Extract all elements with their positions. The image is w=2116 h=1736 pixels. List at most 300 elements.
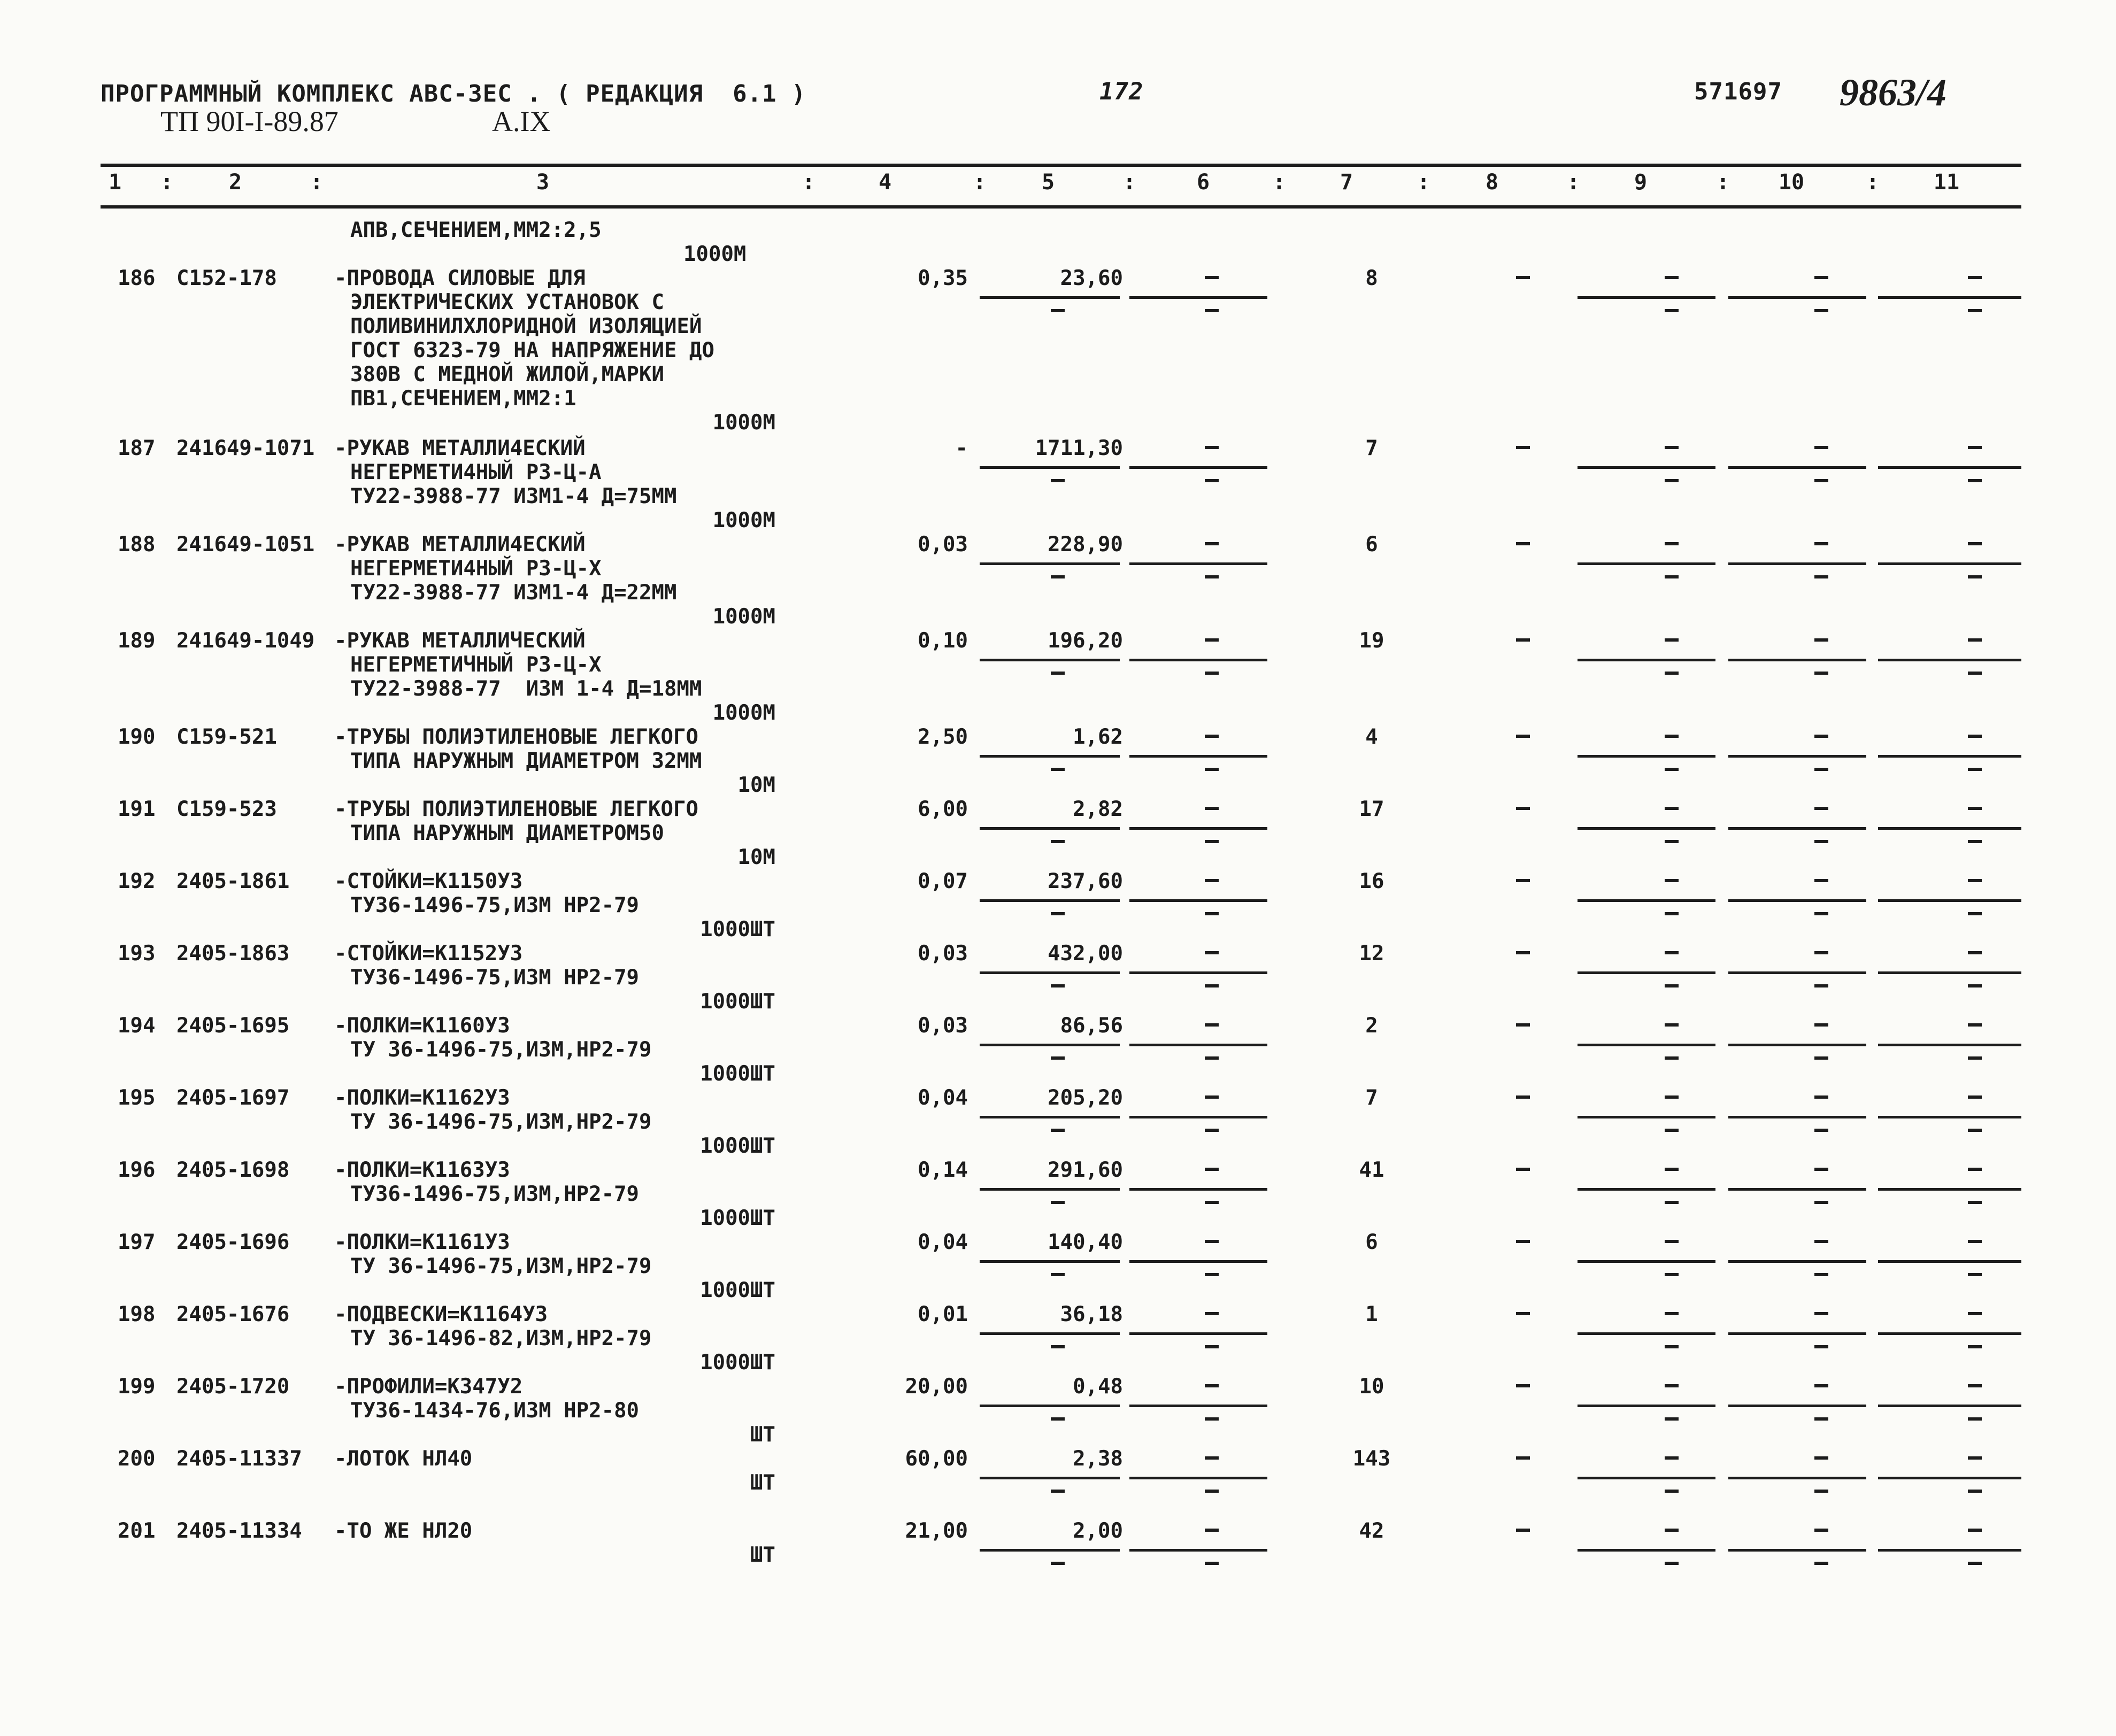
dash-mark [1205,1312,1219,1315]
dash-mark [1665,1384,1679,1387]
dash-mark [1968,1023,1982,1027]
dash-mark [1814,1384,1828,1387]
col11-underline [1878,1116,2021,1118]
document-code: 571697 [1694,78,1782,105]
resource-code: 2405-1861 [176,869,290,893]
item-description: -ТО ЖЕ НЛ20 [334,1519,473,1543]
dash-mark [1516,1240,1530,1243]
dash-mark [1051,768,1065,771]
dash-mark [1968,1129,1982,1132]
dash-mark [1051,840,1065,843]
col11-underline [1878,1405,2021,1407]
col6-underline [1129,755,1267,758]
col5-value: 1711,30 [1035,436,1123,460]
item-unit: ШТ [750,1471,775,1495]
dash-mark [1665,309,1679,312]
item-description: -СТОЙКИ=К1150У3 [334,869,523,893]
dash-mark [1205,879,1219,882]
item-description: 380В С МЕДНОЙ ЖИЛОЙ,МАРКИ [350,362,664,387]
col9-underline [1578,466,1715,469]
col11-underline [1878,899,2021,902]
col4-value: 0,14 [918,1158,968,1182]
dash-mark [1205,446,1219,449]
dash-mark [1205,768,1219,771]
dash-mark [1814,984,1828,987]
dash-mark [1814,1095,1828,1099]
dash-mark [1814,1129,1828,1132]
resource-code: 241649-1071 [176,436,315,460]
col10-underline [1728,1332,1866,1335]
dash-mark [1205,1490,1219,1493]
col5-value: 2,82 [1073,797,1123,821]
col5-underline [980,899,1120,902]
dash-mark [1665,1490,1679,1493]
col6-underline [1129,1260,1267,1263]
dash-mark [1665,1345,1679,1348]
dash-mark [1205,1384,1219,1387]
col5-underline [980,562,1120,565]
item-description: -ПРОВОДА СИЛОВЫЕ ДЛЯ [334,266,586,290]
dash-mark [1968,479,1982,482]
col4-value: 0,07 [918,869,968,893]
dash-mark [1051,1417,1065,1421]
col6-underline [1129,899,1267,902]
dash-mark [1814,638,1828,642]
dash-mark [1814,575,1828,578]
col11-underline [1878,296,2021,299]
dash-mark [1051,1129,1065,1132]
item-description: -ПОЛКИ=К1163У3 [334,1158,510,1182]
item-unit: 10М [737,845,775,869]
column-number: 10 [1778,170,1805,195]
dash-mark [1968,807,1982,810]
col9-underline [1578,1044,1715,1046]
col5-underline [980,1549,1120,1552]
col5-underline [980,1188,1120,1191]
item-description: ЭЛЕКТРИЧЕСКИХ УСТАНОВОК С [350,290,664,314]
column-number: 1 [108,170,122,195]
dash-mark [1205,735,1219,738]
item-unit: 1000ШТ [700,917,775,942]
col4-value: 0,03 [918,533,968,557]
column-separator: : [973,170,987,195]
item-description: ТИПА НАРУЖНЫМ ДИАМЕТРОМ50 [350,821,664,845]
dash-mark [1051,1273,1065,1276]
dash-mark [1051,309,1065,312]
column-separator: : [802,170,815,195]
dash-mark [1814,879,1828,882]
dash-mark [1665,1456,1679,1460]
col5-underline [980,466,1120,469]
col5-value: 23,60 [1060,266,1123,290]
col11-underline [1878,1188,2021,1191]
dash-mark [1205,1273,1219,1276]
resource-code: 2405-1697 [176,1086,290,1110]
dash-mark [1968,912,1982,915]
item-unit: 1000ШТ [700,1134,775,1158]
dash-mark [1814,1345,1828,1348]
col10-underline [1728,899,1866,902]
dash-mark [1814,542,1828,545]
item-description: НЕГЕРМЕТИ4НЫЙ РЗ-Ц-А [350,460,602,484]
col5-value: 1,62 [1073,725,1123,749]
dash-mark [1814,912,1828,915]
dash-mark [1814,1490,1828,1493]
item-description: ПОЛИВИНИЛХЛОРИДНОЙ ИЗОЛЯЦИЕЙ [350,314,702,338]
col5-value: 140,40 [1048,1230,1123,1254]
column-separator: : [1123,170,1136,195]
resource-code: 2405-1720 [176,1375,290,1399]
dash-mark [1814,1273,1828,1276]
row-number: 191 [118,797,156,821]
item-unit: ШТ [750,1543,775,1567]
col7-value: 42 [1359,1519,1384,1543]
dash-mark [1665,1201,1679,1204]
dash-mark [1968,1201,1982,1204]
header-bottom-rule [101,205,2021,209]
item-description: ТУ22-3988-77 ИЗМ1-4 Д=75ММ [350,484,677,508]
col4-value: 0,35 [918,266,968,290]
col10-underline [1728,1260,1866,1263]
dash-mark [1665,446,1679,449]
item-description: ТУ36-1496-75,ИЗМ,НР2-79 [350,1182,640,1206]
row-number: 200 [118,1447,156,1471]
col4-value: 21,00 [905,1519,968,1543]
resource-code: 2405-1676 [176,1302,290,1326]
dash-mark [1665,542,1679,545]
dash-mark [1968,276,1982,279]
dash-mark [1516,542,1530,545]
col11-underline [1878,562,2021,565]
dash-mark [1051,479,1065,482]
col10-underline [1728,1405,1866,1407]
dash-mark [1205,672,1219,675]
item-description: -РУКАВ МЕТАЛЛИ4ЕСКИЙ [334,533,586,557]
col11-underline [1878,1044,2021,1046]
dash-mark [1665,1529,1679,1532]
col10-underline [1728,1549,1866,1552]
col11-underline [1878,1260,2021,1263]
col10-underline [1728,1477,1866,1479]
dash-mark [1814,1023,1828,1027]
col7-value: 4 [1365,725,1378,749]
page-number: 172 [1099,78,1144,105]
dash-mark [1051,984,1065,987]
dash-mark [1968,1095,1982,1099]
item-description: ТУ 36-1496-75,ИЗМ,НР2-79 [350,1254,652,1278]
dash-mark [1516,1095,1530,1099]
column-separator: : [1417,170,1430,195]
col5-value: 86,56 [1060,1014,1123,1038]
dash-mark [1814,1529,1828,1532]
dash-mark [1665,1095,1679,1099]
column-number: 11 [1933,170,1960,195]
col9-underline [1578,1188,1715,1191]
col5-value: 2,00 [1073,1519,1123,1543]
dash-mark [1665,1417,1679,1421]
dash-mark [1968,1056,1982,1060]
dash-mark [1665,840,1679,843]
dash-mark [1051,912,1065,915]
item-description: ГОСТ 6323-79 НА НАПРЯЖЕНИЕ ДО [350,338,714,362]
col7-value: 16 [1359,869,1384,893]
col5-value: 291,60 [1048,1158,1123,1182]
row-number: 196 [118,1158,156,1182]
dash-mark [1516,1168,1530,1171]
resource-code: 2405-1695 [176,1014,290,1038]
dash-mark [1516,951,1530,954]
dash-mark [1516,879,1530,882]
col11-underline [1878,755,2021,758]
row-number: 199 [118,1375,156,1399]
col6-underline [1129,1332,1267,1335]
col5-underline [980,971,1120,974]
dash-mark [1968,1529,1982,1532]
dash-mark [1814,1240,1828,1243]
dash-mark [1814,768,1828,771]
col7-value: 12 [1359,942,1384,966]
col6-underline [1129,1044,1267,1046]
item-description: -РУКАВ МЕТАЛЛИ4ЕСКИЙ [334,436,586,460]
row-number: 201 [118,1519,156,1543]
dash-mark [1516,446,1530,449]
col6-underline [1129,1405,1267,1407]
col11-underline [1878,827,2021,830]
dash-mark [1968,1417,1982,1421]
dash-mark [1516,1023,1530,1027]
dash-mark [1051,672,1065,675]
dash-mark [1968,984,1982,987]
col10-underline [1728,971,1866,974]
dash-mark [1205,1345,1219,1348]
dash-mark [1968,735,1982,738]
dash-mark [1814,1562,1828,1565]
item-description: -СТОЙКИ=К1152У3 [334,942,523,966]
dash-mark [1205,638,1219,642]
item-unit: 1000М [712,701,775,725]
item-description: ТУ 36-1496-82,ИЗМ,НР2-79 [350,1326,652,1351]
dash-mark [1205,912,1219,915]
item-description: ТУ22-3988-77 ИЗМ 1-4 Д=18ММ [350,677,702,701]
col5-underline [980,827,1120,830]
column-separator: : [160,170,174,195]
col6-underline [1129,659,1267,661]
col4-value: 0,03 [918,1014,968,1038]
project-code: ТП 90I-I-89.87 [160,105,338,137]
dash-mark [1205,1129,1219,1132]
item-description: ТИПА НАРУЖНЫМ ДИАМЕТРОМ 32ММ [350,749,702,773]
col4-value: 20,00 [905,1375,968,1399]
row-number: 192 [118,869,156,893]
dash-mark [1968,951,1982,954]
dash-mark [1814,951,1828,954]
col10-underline [1728,659,1866,661]
col4-value: 0,01 [918,1302,968,1326]
col5-value: 228,90 [1048,533,1123,557]
dash-mark [1665,672,1679,675]
column-number: 5 [1041,170,1055,195]
dash-mark [1516,1456,1530,1460]
col7-value: 1 [1365,1302,1378,1326]
col5-underline [980,1405,1120,1407]
col5-value: 196,20 [1048,629,1123,653]
col7-value: 7 [1365,436,1378,460]
col9-underline [1578,1332,1715,1335]
col9-underline [1578,1549,1715,1552]
col5-underline [980,1332,1120,1335]
item-description: -ПОЛКИ=К1160У3 [334,1014,510,1038]
item-description: ТУ36-1496-75,ИЗМ НР2-79 [350,893,640,917]
col6-underline [1129,971,1267,974]
column-number: 8 [1485,170,1499,195]
col4-value: 0,10 [918,629,968,653]
item-description: -ТРУБЫ ПОЛИЭТИЛЕНОВЫЕ ЛЕГКОГО [334,797,698,821]
col7-value: 41 [1359,1158,1384,1182]
item-unit: 1000ШТ [700,1062,775,1086]
col10-underline [1728,466,1866,469]
dash-mark [1051,1490,1065,1493]
col7-value: 143 [1352,1447,1391,1471]
resource-code: 241649-1051 [176,533,315,557]
dash-mark [1516,807,1530,810]
item-description: -ТРУБЫ ПОЛИЭТИЛЕНОВЫЕ ЛЕГКОГО [334,725,698,749]
row-number: 195 [118,1086,156,1110]
program-title: ПРОГРАММНЫЙ КОМПЛЕКС АВС-ЗЕС . ( РЕДАКЦИЯ 6.1 ) [101,80,806,107]
item-unit: ШТ [750,1423,775,1447]
col11-underline [1878,1332,2021,1335]
dash-mark [1814,276,1828,279]
col9-underline [1578,827,1715,830]
col4-value: 60,00 [905,1447,968,1471]
dash-mark [1205,951,1219,954]
item-description: -ЛОТОК НЛ40 [334,1447,473,1471]
dash-mark [1205,1056,1219,1060]
col5-underline [980,1116,1120,1118]
col11-underline [1878,659,2021,661]
column-number: 3 [536,170,550,195]
col5-value: 432,00 [1048,942,1123,966]
dash-mark [1665,1312,1679,1315]
col7-value: 6 [1365,533,1378,557]
dash-mark [1665,575,1679,578]
col6-underline [1129,1188,1267,1191]
item-description: ТУ36-1434-76,ИЗМ НР2-80 [350,1399,640,1423]
col4-value: 0,03 [918,942,968,966]
col4-value: 0,04 [918,1230,968,1254]
row-number: 193 [118,942,156,966]
resource-code: 2405-11337 [176,1447,302,1471]
resource-code: 2405-1863 [176,942,290,966]
col6-underline [1129,562,1267,565]
col9-underline [1578,971,1715,974]
col9-underline [1578,296,1715,299]
column-number: 2 [228,170,242,195]
dash-mark [1814,807,1828,810]
col7-value: 7 [1365,1086,1378,1110]
header-top-rule [101,164,2021,167]
dash-mark [1665,479,1679,482]
dash-mark [1205,807,1219,810]
col9-underline [1578,562,1715,565]
dash-mark [1051,1562,1065,1565]
dash-mark [1665,1056,1679,1060]
item-description: -ПОЛКИ=К1161У3 [334,1230,510,1254]
dash-mark [1665,276,1679,279]
dash-mark [1665,1240,1679,1243]
col9-underline [1578,1405,1715,1407]
item-description: -ПОЛКИ=К1162У3 [334,1086,510,1110]
column-separator: : [310,170,324,195]
col10-underline [1728,562,1866,565]
col4-value: - [955,436,968,460]
dash-mark [1516,1529,1530,1532]
dash-mark [1205,542,1219,545]
dash-mark [1205,1456,1219,1460]
item-description: ТУ 36-1496-75,ИЗМ,НР2-79 [350,1038,652,1062]
dash-mark [1968,1312,1982,1315]
dash-mark [1205,1201,1219,1204]
handwritten-code: 9863/4 [1840,71,1947,114]
item-unit: 10М [737,773,775,797]
row-number: 189 [118,629,156,653]
item-description: НЕГЕРМЕТИ4НЫЙ РЗ-Ц-Х [350,557,602,581]
column-separator: : [1567,170,1580,195]
dash-mark [1665,1168,1679,1171]
col5-value: 36,18 [1060,1302,1123,1326]
col6-underline [1129,466,1267,469]
dash-mark [1205,575,1219,578]
col10-underline [1728,827,1866,830]
col4-value: 0,04 [918,1086,968,1110]
col5-underline [980,755,1120,758]
dash-mark [1665,984,1679,987]
col11-underline [1878,466,2021,469]
col5-value: 237,60 [1048,869,1123,893]
dash-mark [1051,1345,1065,1348]
resource-code: 2405-1696 [176,1230,290,1254]
dash-mark [1205,1529,1219,1532]
dash-mark [1968,672,1982,675]
item-unit: 1000М [712,508,775,533]
dash-mark [1516,1384,1530,1387]
col9-underline [1578,899,1715,902]
resource-code: 241649-1049 [176,629,315,653]
item-description: -ПРОФИЛИ=К347У2 [334,1375,523,1399]
row-number: 188 [118,533,156,557]
dash-mark [1516,735,1530,738]
prev-item-unit: 1000М [683,242,747,266]
item-unit: 1000ШТ [700,1351,775,1375]
dash-mark [1205,309,1219,312]
resource-code: 2405-1698 [176,1158,290,1182]
dash-mark [1968,1456,1982,1460]
item-description: -РУКАВ МЕТАЛЛИЧЕСКИЙ [334,629,586,653]
row-number: 190 [118,725,156,749]
col5-underline [980,1044,1120,1046]
item-description: ТУ22-3988-77 ИЗМ1-4 Д=22ММ [350,581,677,605]
resource-code: С159-523 [176,797,277,821]
col7-value: 19 [1359,629,1384,653]
dash-mark [1205,1023,1219,1027]
dash-mark [1968,1490,1982,1493]
dash-mark [1516,1312,1530,1315]
col7-value: 10 [1359,1375,1384,1399]
dash-mark [1968,446,1982,449]
dash-mark [1814,1456,1828,1460]
item-description: НЕГЕРМЕТИЧНЫЙ РЗ-Ц-Х [350,653,602,677]
resource-code: С152-178 [176,266,277,290]
item-unit: 1000ШТ [700,1278,775,1302]
